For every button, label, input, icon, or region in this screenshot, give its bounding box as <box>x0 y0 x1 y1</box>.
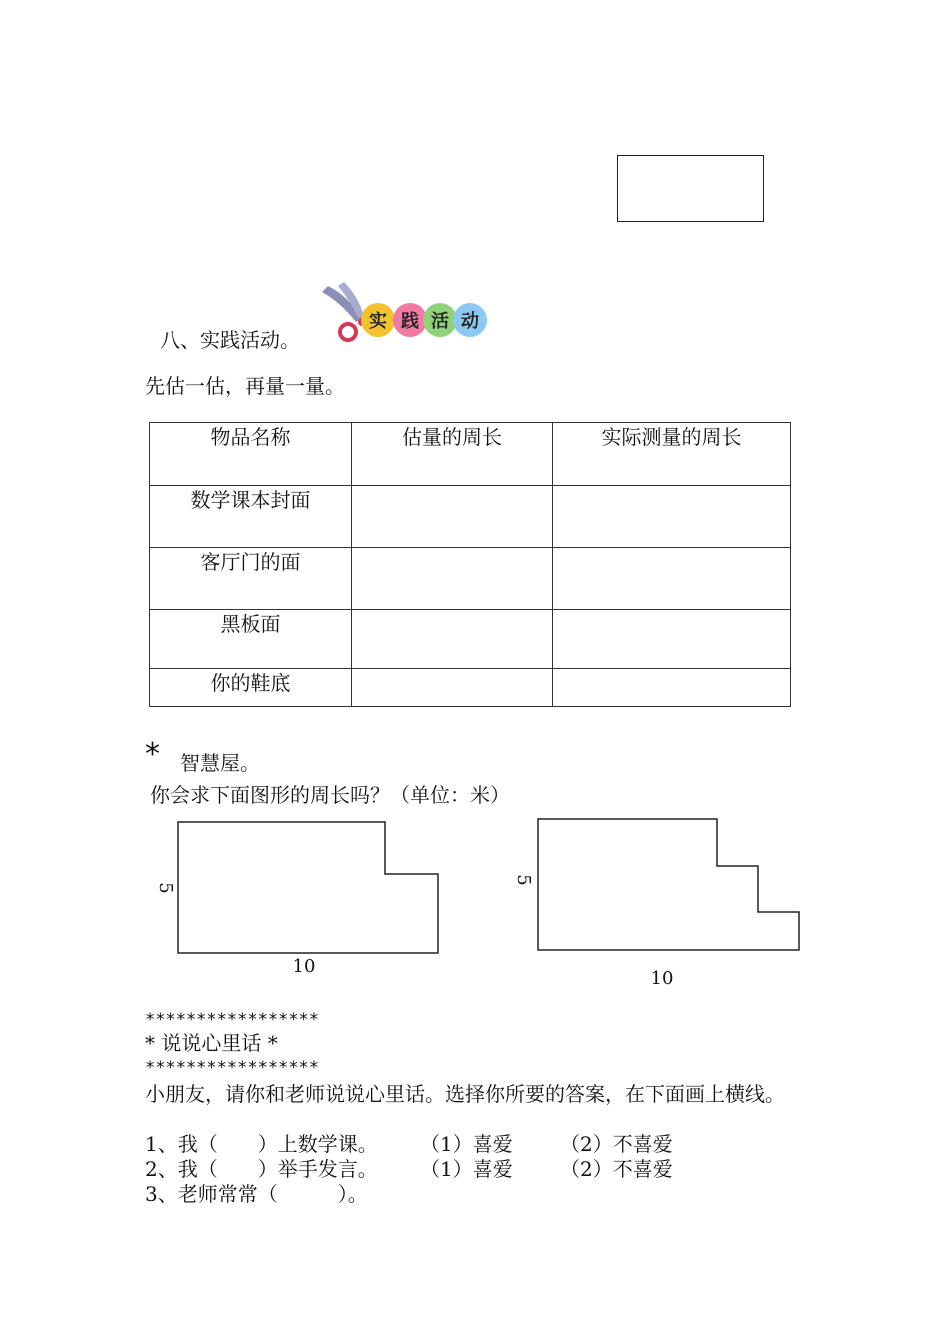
estimate-cell <box>352 548 553 610</box>
measured-cell <box>553 548 791 610</box>
question-1-option-1[interactable]: （1）喜爱 <box>420 1132 513 1156</box>
measured-cell <box>553 669 791 707</box>
scissors-icon <box>322 282 366 340</box>
item-name-cell: 客厅门的面 <box>150 548 352 610</box>
question-3 <box>145 1182 368 1206</box>
talk-intro: 小朋友，请你和老师说说心里话。选择你所要的答案，在下面画上横线。 <box>145 1082 785 1106</box>
table-row <box>150 610 791 669</box>
figure-2-width-label: 10 <box>650 968 674 989</box>
practice-activity-badge <box>318 278 498 346</box>
question-2-text: 2、我（ ）举手发言。 <box>145 1157 378 1181</box>
badge-char-1: 实 <box>369 311 387 332</box>
perimeter-figures <box>140 810 820 1000</box>
estimate-instruction: 先估一估，再量一量。 <box>145 374 345 398</box>
star-bullet: * <box>145 737 160 772</box>
question-2 <box>145 1157 673 1181</box>
wisdom-question: 你会求下面图形的周长吗？（单位：米） <box>150 783 510 807</box>
section-title-practice: 八、实践活动。 <box>160 328 300 352</box>
table-row <box>150 548 791 610</box>
figure-1-outline <box>178 822 438 953</box>
stars-divider-top: ***************** <box>145 1010 319 1030</box>
measurement-table <box>149 422 791 707</box>
item-name-cell: 数学课本封面 <box>150 486 352 548</box>
estimate-cell <box>352 486 553 548</box>
figure-1-width-label: 10 <box>292 956 316 977</box>
question-1-option-2[interactable]: （2）不喜爱 <box>560 1132 673 1156</box>
table-row <box>150 486 791 548</box>
question-3-text: 3、老师常常（ ）。 <box>145 1182 368 1206</box>
badge-char-2: 践 <box>401 311 419 332</box>
badge-char-4: 动 <box>461 311 479 332</box>
figure-2-height-label: 5 <box>513 874 534 886</box>
figure-2-outline <box>538 819 799 950</box>
header-item-name: 物品名称 <box>150 423 352 486</box>
table-header-row <box>150 423 791 486</box>
table-row <box>150 669 791 707</box>
item-name-cell: 你的鞋底 <box>150 669 352 707</box>
badge-char-3: 活 <box>431 311 449 332</box>
figure-1-height-label: 5 <box>155 882 176 894</box>
estimate-cell <box>352 610 553 669</box>
stars-divider-bottom: ***************** <box>145 1058 319 1078</box>
header-estimated-perimeter: 估量的周长 <box>352 423 553 486</box>
empty-answer-box <box>617 155 764 222</box>
talk-title: * 说说心里话 * <box>145 1031 278 1055</box>
measured-cell <box>553 486 791 548</box>
item-name-cell: 黑板面 <box>150 610 352 669</box>
question-2-option-1[interactable]: （1）喜爱 <box>420 1157 513 1181</box>
question-1 <box>145 1132 673 1156</box>
question-2-option-2[interactable]: （2）不喜爱 <box>560 1157 673 1181</box>
estimate-cell <box>352 669 553 707</box>
header-measured-perimeter: 实际测量的周长 <box>553 423 791 486</box>
question-1-text: 1、我（ ）上数学课。 <box>145 1132 378 1156</box>
measured-cell <box>553 610 791 669</box>
wisdom-title: 智慧屋。 <box>180 751 260 775</box>
